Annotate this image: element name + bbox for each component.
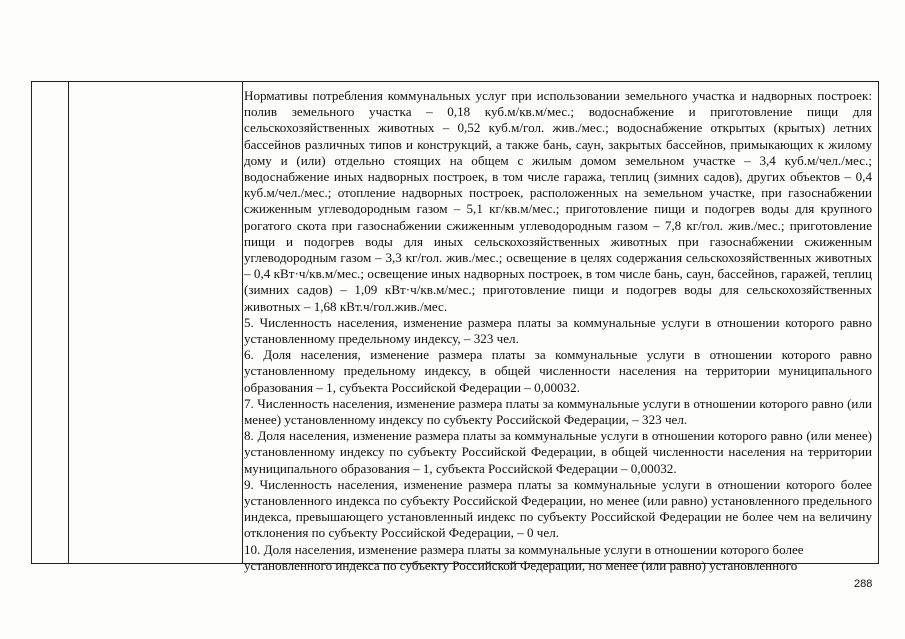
paragraph-item-7: 7. Численность населения, изменение размера платы за коммунальные услуги в отношении которого равно (или менее) установленному индексу по субъекту Российской Федерации, – 323 чел. (244, 395, 872, 428)
paragraph-item-8: 8. Доля населения, изменение размера платы за коммунальные услуги в отношении которого равно (или менее) установленному индексу по субъекту Российской Федерации, в общей численности населения на территории муниципального образования – 1, субъекта Российской Федерации – 0,00032. (244, 428, 872, 476)
paragraph-utility-norms: Нормативы потребления коммунальных услуг при использовании земельного участка и надворных построек: полив земельного участка – 0,18 куб.м/кв.м/мес.; водоснабжение и приготовление пищи для сельскохозяйственных животных – 0,52 куб.м/гол. жив./мес.; водоснабжение открытых (крытых) летних бассейнов различных типов и конструкций, а также бань, саун, закрытых бассейнов, примыкающих к жилому дому и (или) отдельно стоящих на общем с жилым домом земельном участке – 3,4 куб.м/чел./мес.; водоснабжение иных надворных построек, в том числе гаража, теплиц (зимних садов), других объектов – 0,4 куб.м/чел./мес.; отопление надворных построек, расположенных на земельном участке, при газоснабжении сжиженным углеводородным газом – 5,1 кг/кв.м/мес.; приготовление пищи и подогрев воды для крупного рогатого скота при газоснабжении сжиженным углеводородным газом – 7,8 кг/гол. жив./мес.; приготовление пищи и подогрев воды для иных сельскохозяйственных животных при газоснабжении сжиженным углеводородным газом – 3,3 кг/гол. жив./мес.; освещение в целях содержания сельскохозяйственных животных – 0,4 кВт·ч/кв.м/мес.; освещение иных надворных построек, в том числе бань, саун, бассейнов, гаражей, теплиц (зимних садов) – 1,09 кВт·ч/кв.м/мес.; приготовление пищи и подогрев воды для сельскохозяйственных животных – 1,68 кВт.ч/гол.жив./мес. (244, 88, 872, 314)
column-divider (242, 82, 243, 563)
paragraph-item-9: 9. Численность населения, изменение размера платы за коммунальные услуги в отношении которого более установленного индекса по субъекту Российской Федерации, но менее (или равно) установленного предельного индекса, превышающего установленный индекс по субъекту Российской Федерации не более чем на величину отклонения по субъекту Российской Федерации, – 0 чел. (244, 476, 872, 541)
table-text-cell (244, 88, 872, 574)
column-divider (68, 82, 69, 563)
page-number: 288 (854, 578, 873, 590)
document-table (31, 81, 879, 573)
paragraph-item-5: 5. Численность населения, изменение размера платы за коммунальные услуги в отношении которого равно установленному предельному индексу, – 323 чел. (244, 314, 872, 347)
paragraph-item-6: 6. Доля населения, изменение размера платы за коммунальные услуги в отношении которого равно установленному предельному индексу, в общей численности населения на территории муниципального образования – 1, субъекта Российской Федерации – 0,00032. (244, 347, 872, 395)
paragraph-item-10: 10. Доля населения, изменение размера платы за коммунальные услуги в отношении которого более установленного индекса по субъекту Российской Федерации, но менее (или равно) установленного (244, 541, 804, 573)
